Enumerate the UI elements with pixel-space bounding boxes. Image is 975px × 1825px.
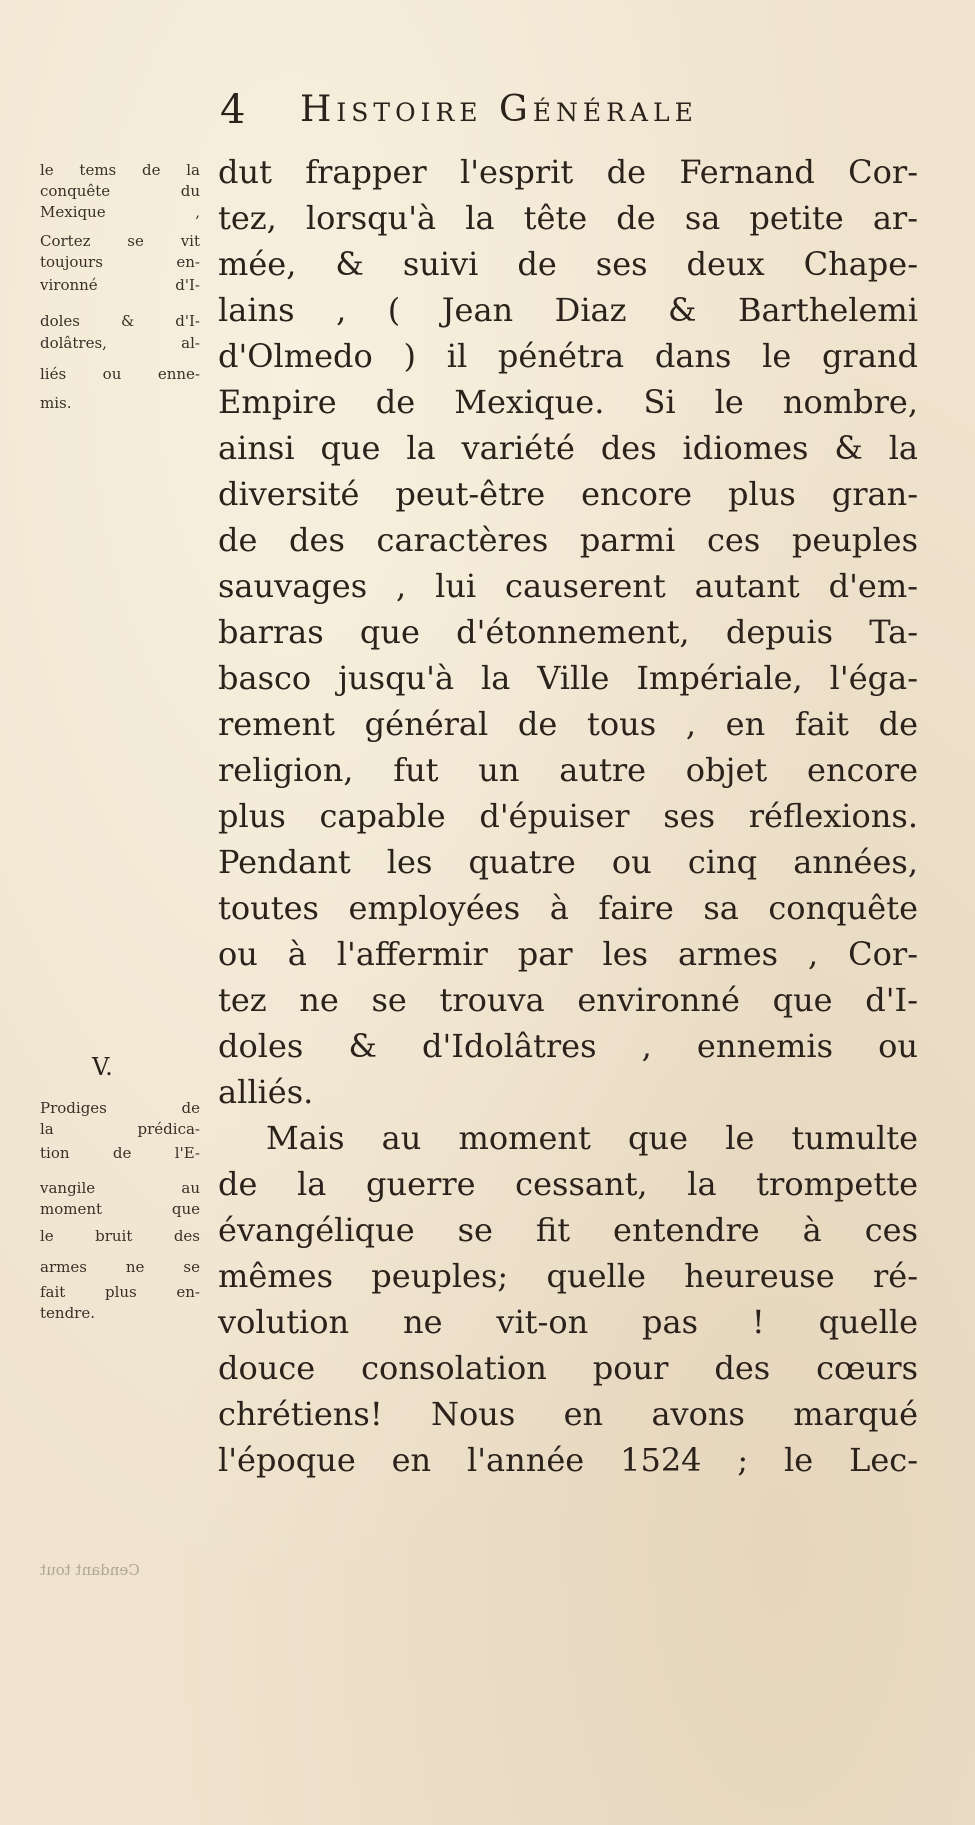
margin-note-line: la prédica- bbox=[40, 1120, 200, 1138]
body-line: de la guerre cessant, la trompette bbox=[218, 1165, 918, 1203]
body-line: basco jusqu'à la Ville Impériale, l'éga- bbox=[218, 659, 918, 697]
margin-note-line: dolâtres, al- bbox=[40, 334, 200, 352]
margin-note-line: tion de l'E- bbox=[40, 1144, 200, 1162]
body-line: ou à l'affermir par les armes , Cor- bbox=[218, 935, 918, 973]
section-number: V. bbox=[92, 1053, 113, 1081]
margin-note-line: armes ne se bbox=[40, 1258, 200, 1276]
margin-note-line: Mexique , bbox=[40, 203, 200, 221]
body-line: diversité peut-être encore plus gran- bbox=[218, 475, 918, 513]
body-line: barras que d'étonnement, depuis Ta- bbox=[218, 613, 918, 651]
margin-note-line: toujours en- bbox=[40, 253, 200, 271]
body-line: douce consolation pour des cœurs bbox=[218, 1349, 918, 1387]
page-number: 4 bbox=[220, 87, 246, 133]
body-line: mêmes peuples; quelle heureuse ré- bbox=[218, 1257, 918, 1295]
margin-note-line: liés ou enne- bbox=[40, 365, 200, 383]
body-line: doles & d'Idolâtres , ennemis ou bbox=[218, 1027, 918, 1065]
margin-note-line: le tems de la bbox=[40, 161, 200, 179]
body-line: plus capable d'épuiser ses réflexions. bbox=[218, 797, 918, 835]
margin-note-line: le bruit des bbox=[40, 1227, 200, 1245]
body-line: lains , ( Jean Diaz & Barthelemi bbox=[218, 291, 918, 329]
margin-note-line: moment que bbox=[40, 1200, 200, 1218]
margin-note-line: conquête du bbox=[40, 182, 200, 200]
page-title: Histoire Générale bbox=[300, 89, 698, 130]
body-line: dut frapper l'esprit de Fernand Cor- bbox=[218, 153, 918, 191]
body-line: mée, & suivi de ses deux Chape- bbox=[218, 245, 918, 283]
body-line: tez ne se trouva environné que d'I- bbox=[218, 981, 918, 1019]
body-line: l'époque en l'année 1524 ; le Lec- bbox=[218, 1441, 918, 1479]
body-line: de des caractères parmi ces peuples bbox=[218, 521, 918, 559]
body-line: chrétiens! Nous en avons marqué bbox=[218, 1395, 918, 1433]
body-line: tez, lorsqu'à la tête de sa petite ar- bbox=[218, 199, 918, 237]
margin-note-line: vironné d'I- bbox=[40, 276, 200, 294]
body-line: volution ne vit-on pas ! quelle bbox=[218, 1303, 918, 1341]
body-line: évangélique se fit entendre à ces bbox=[218, 1211, 918, 1249]
margin-note-line: vangile au bbox=[40, 1179, 200, 1197]
body-line: Empire de Mexique. Si le nombre, bbox=[218, 383, 918, 421]
body-line: alliés. bbox=[218, 1073, 314, 1111]
body-line: sauvages , lui causerent autant d'em- bbox=[218, 567, 918, 605]
body-line: toutes employées à faire sa conquête bbox=[218, 889, 918, 927]
margin-note-line: fait plus en- bbox=[40, 1283, 200, 1301]
body-line: religion, fut un autre objet encore bbox=[218, 751, 918, 789]
running-head bbox=[220, 80, 860, 140]
body-line: Mais au moment que le tumulte bbox=[266, 1119, 918, 1157]
margin-note-line: doles & d'I- bbox=[40, 312, 200, 330]
body-line: Pendant les quatre ou cinq années, bbox=[218, 843, 918, 881]
margin-note-line: Cortez se vit bbox=[40, 232, 200, 250]
margin-note-line: mis. bbox=[40, 394, 72, 412]
margin-note-line: tendre. bbox=[40, 1304, 95, 1322]
body-line: ainsi que la variété des idiomes & la bbox=[218, 429, 918, 467]
margin-note-line: Prodiges de bbox=[40, 1099, 200, 1117]
bleed-through-text: Cendant tout bbox=[40, 1561, 140, 1579]
body-line: d'Olmedo ) il pénétra dans le grand bbox=[218, 337, 918, 375]
body-line: rement général de tous , en fait de bbox=[218, 705, 918, 743]
